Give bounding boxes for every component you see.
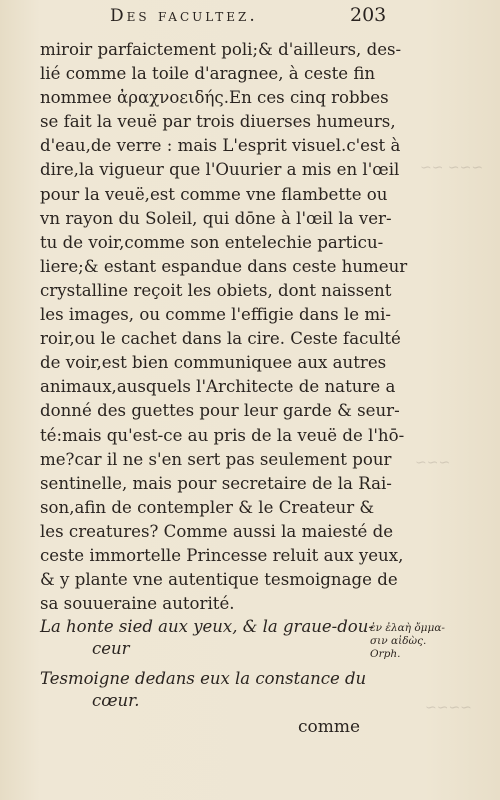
text-line: miroir parfaictement poli;& d'ailleurs, des-	[40, 40, 402, 59]
verse-line: ceur	[92, 639, 130, 658]
text-line: & y plante vne autentique tesmoignage de	[40, 570, 398, 590]
text-line: sentinelle, mais pour secretaire de la Rai-	[40, 473, 392, 493]
text-line: animaux,ausquels l'Architecte de nature a	[40, 377, 396, 397]
body-text	[40, 38, 408, 616]
text-line: vn rayon du Soleil, qui dōne à l'œil la ver-	[40, 208, 392, 228]
page-number: 203	[350, 4, 387, 26]
text-line: ceste immortelle Princesse reluit aux yeux,	[40, 545, 404, 565]
text-line: pour la veuë,est comme vne flambette ou	[40, 184, 388, 204]
text-line: de voir,est bien communiquee aux autres	[40, 353, 387, 373]
text-line: me?car il ne s'en sert pas seulement pour	[40, 449, 392, 469]
verse-line: Tesmoigne dedans eux la constance du	[40, 669, 367, 688]
text-line: dire,la vigueur que l'Ouurier a mis en l'œil	[40, 160, 400, 180]
bleed-through-mark: ~~~	[415, 455, 451, 471]
text-line: les images, ou comme l'effigie dans le mi-	[40, 305, 392, 325]
text-line: roir,ou le cachet dans la cire. Ceste faculté	[40, 329, 401, 349]
text-line: se fait la veuë par trois diuerses humeurs,	[40, 112, 396, 132]
margin-note	[370, 622, 470, 661]
margin-note-line: ἐν ἐλαὴ ὄμμα-	[370, 622, 445, 634]
text-line: crystalline reçoit les obiets, dont naissent	[40, 280, 392, 300]
text-line: tu de voir,comme son entelechie particu-	[40, 232, 384, 252]
text-line: son,afin de contempler & le Createur &	[40, 497, 375, 517]
verse-line: La honte sied aux yeux, & la graue-dou-	[40, 617, 374, 636]
margin-note-line: σιν αἰδὼς.	[370, 635, 427, 647]
margin-note-line: Orph.	[370, 648, 401, 660]
bleed-through-mark: ~~~~	[425, 700, 472, 716]
text-line: sa souueraine autorité.	[40, 594, 235, 614]
text-line: donné des guettes pour leur garde & seur-	[40, 401, 400, 421]
text-line: d'eau,de verre : mais L'esprit visuel.c'est à	[40, 136, 401, 156]
running-header: Des facultez.	[110, 6, 258, 26]
text-line: liere;& estant espandue dans ceste humeur	[40, 256, 408, 276]
text-line: lié comme la toile d'aragnee, à ceste fin	[40, 64, 376, 84]
verse-line: cœur.	[92, 691, 140, 710]
bleed-through-mark: ~~~ ~~	[420, 160, 484, 176]
catchword: comme	[298, 717, 361, 737]
text-line: nommee ἀραχνοειδής.En ces cinq robbes	[40, 88, 389, 108]
text-line: les creatures? Comme aussi la maiesté de	[40, 521, 394, 541]
text-line: té:mais qu'est-ce au pris de la veuë de l'hō-	[40, 425, 405, 445]
